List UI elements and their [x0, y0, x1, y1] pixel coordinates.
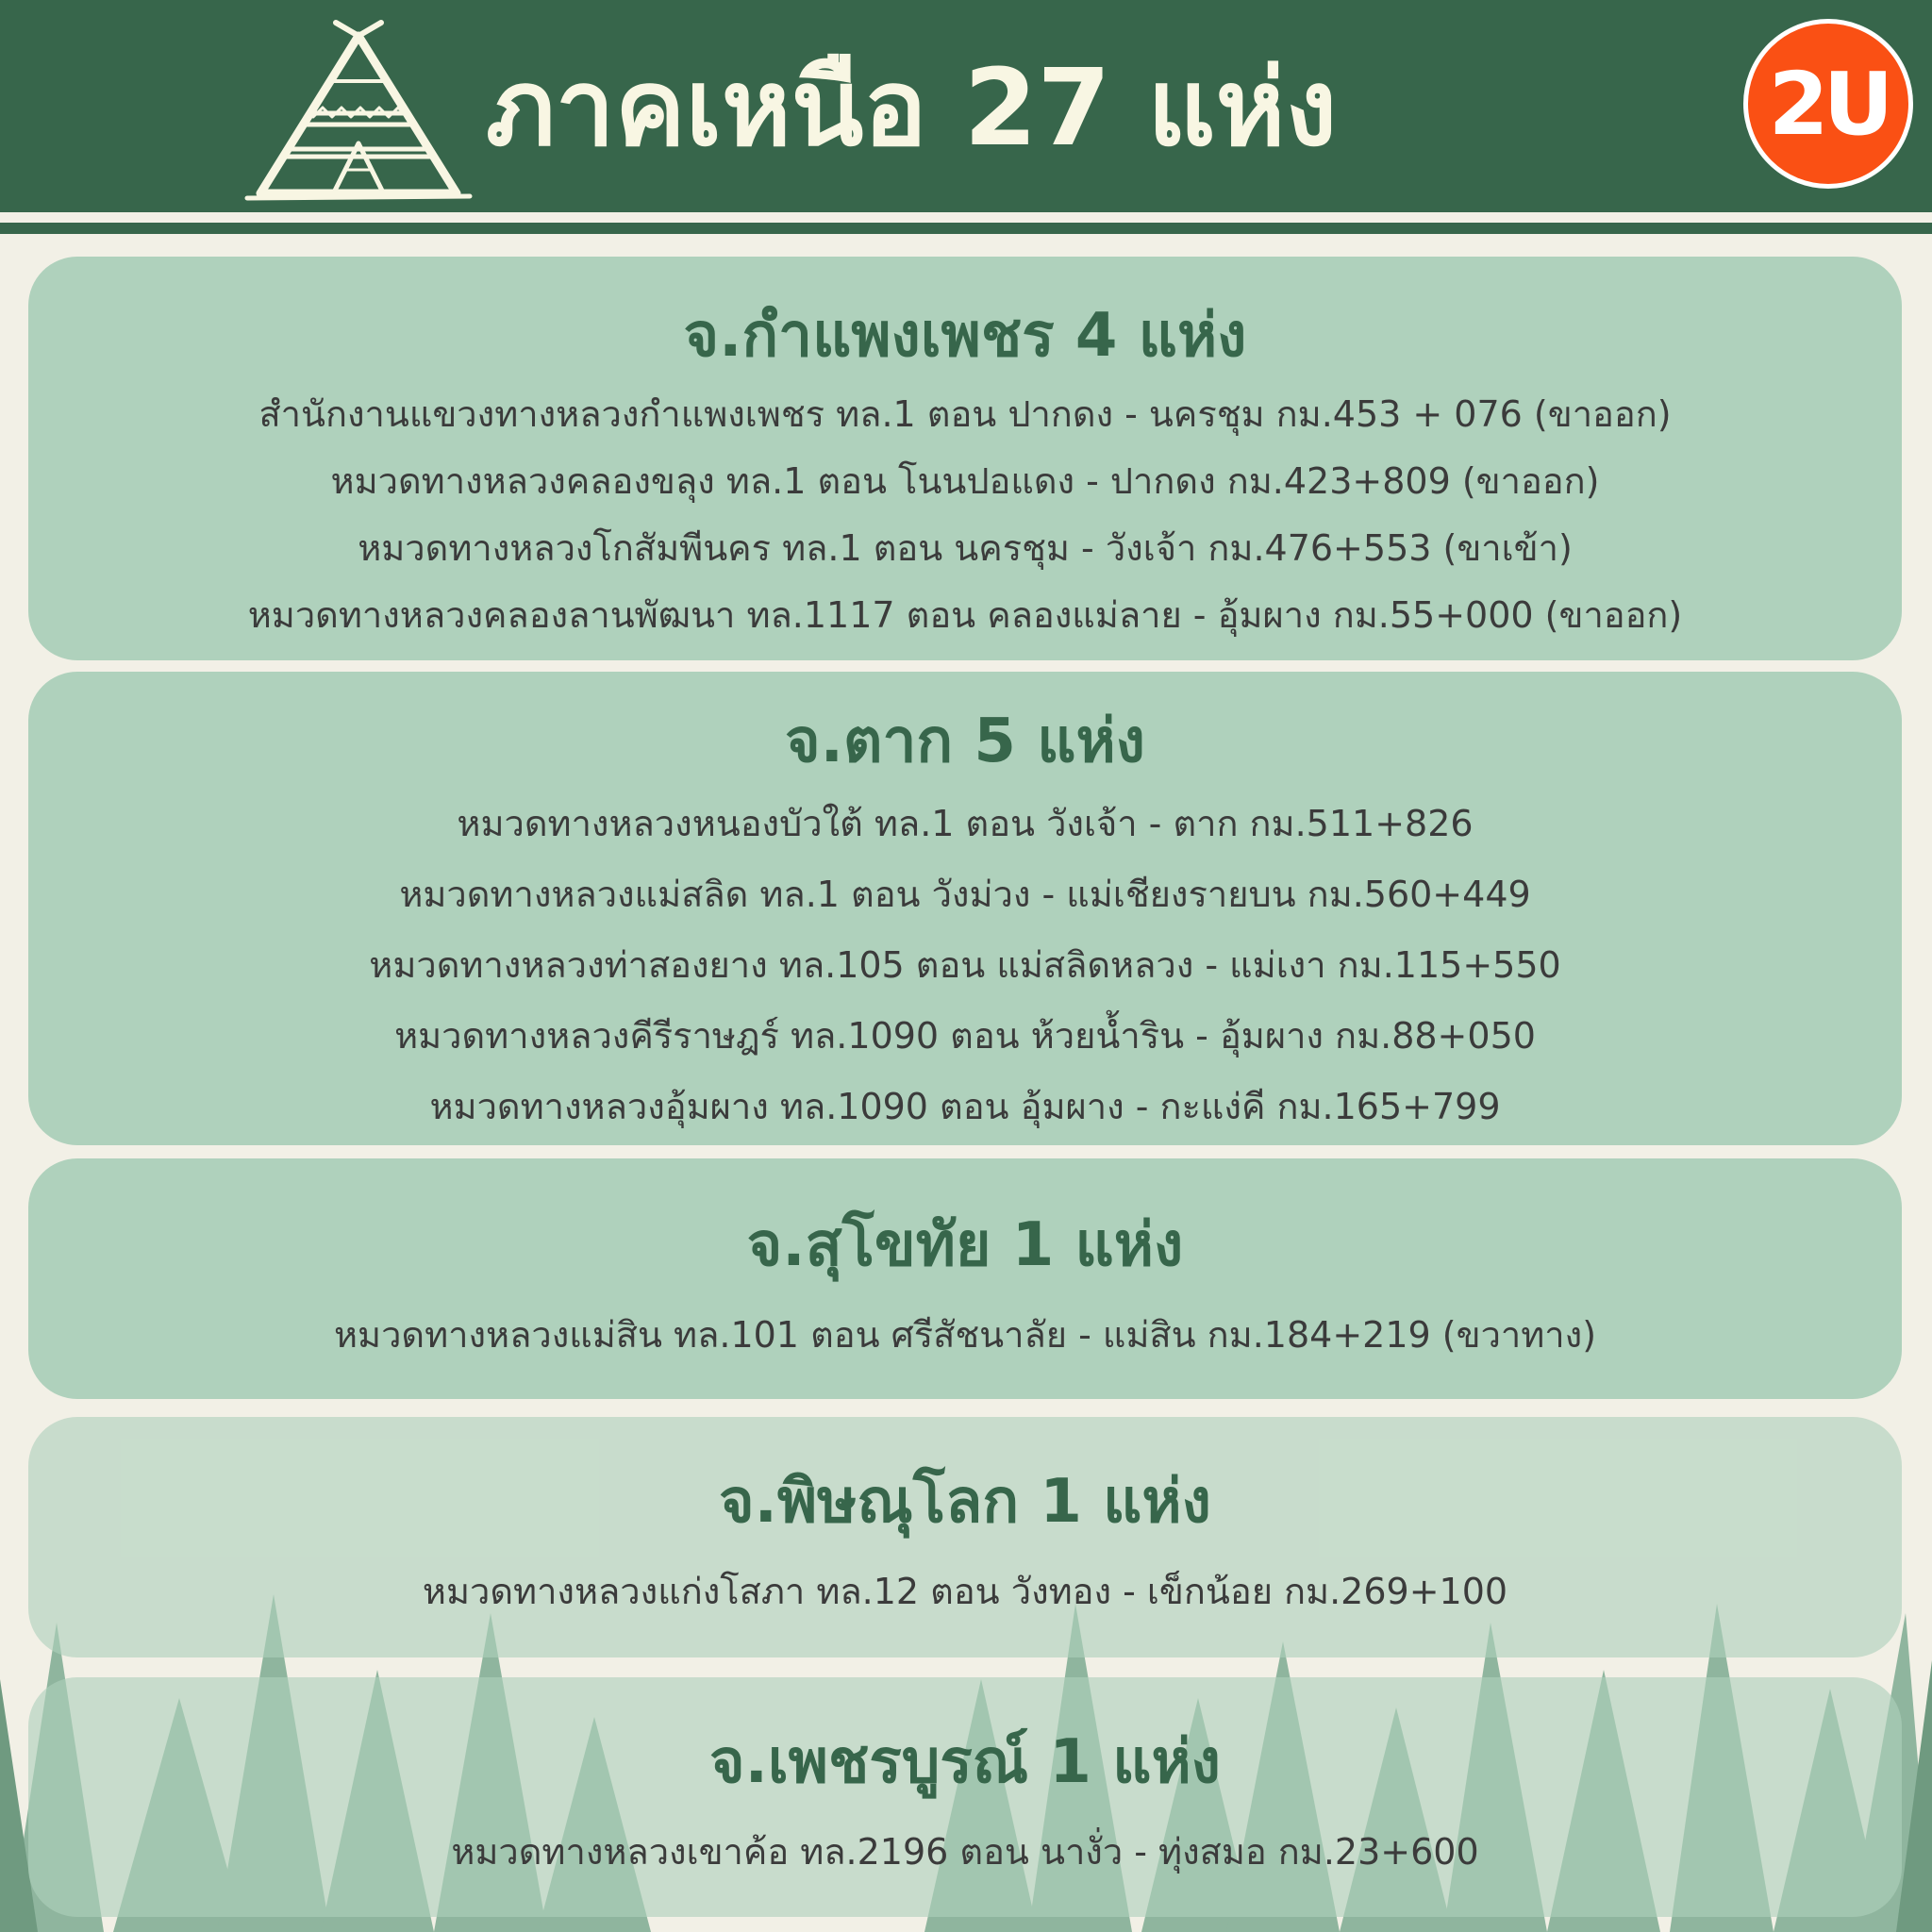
list-item: หมวดทางหลวงแก่งโสภา ทล.12 ตอน วังทอง - เข็กน้อย กม.269+100: [422, 1571, 1508, 1612]
list-item: หมวดทางหลวงเขาค้อ ทล.2196 ตอน นางั่ว - ทุ่งสมอ กม.23+600: [451, 1831, 1479, 1873]
section-title: จ.เพชรบูรณ์ 1 แห่ง: [709, 1727, 1221, 1797]
header-divider: [0, 223, 1932, 234]
list-item: หมวดทางหลวงคลองลานพัฒนา ทล.1117 ตอน คลองแม่ลาย - อุ้มผาง กม.55+000 (ขาออก): [247, 594, 1683, 636]
list-item: หมวดทางหลวงอุ้มผาง ทล.1090 ตอน อุ้มผาง - กะแง่คี กม.165+799: [429, 1086, 1501, 1127]
list-item: หมวดทางหลวงแม่สลิด ทล.1 ตอน วังม่วง - แม่เชียงรายบน กม.560+449: [399, 874, 1531, 915]
section-phitsanulok: [28, 1417, 1902, 1657]
section-kamphaeng-phet: [28, 257, 1902, 660]
section-tak: [28, 672, 1902, 1145]
list-item: หมวดทางหลวงท่าสองยาง ทล.105 ตอน แม่สลิดหลวง - แม่เงา กม.115+550: [369, 944, 1561, 986]
list-item: สำนักงานแขวงทางหลวงกำแพงเพชร ทล.1 ตอน ปากดง - นครชุม กม.453 + 076 (ขาออก): [258, 393, 1672, 435]
section-title: จ.สุโขทัย 1 แห่ง: [746, 1210, 1184, 1280]
section-title: จ.กำแพงเพชร 4 แห่ง: [683, 301, 1247, 371]
section-title: จ.ตาก 5 แห่ง: [785, 707, 1145, 776]
section-sukhothai: [28, 1158, 1902, 1399]
section-phetchabun: [28, 1677, 1902, 1917]
logo: 2U: [1743, 19, 1913, 189]
list-item: หมวดทางหลวงหนองบัวใต้ ทล.1 ตอน วังเจ้า - ตาก กม.511+826: [457, 803, 1474, 844]
tent-icon: [243, 19, 475, 203]
section-title: จ.พิษณุโลก 1 แห่ง: [719, 1467, 1211, 1537]
page-title: ภาคเหนือ 27 แห่ง: [486, 47, 1338, 170]
list-item: หมวดทางหลวงโกสัมพีนคร ทล.1 ตอน นครชุม - วังเจ้า กม.476+553 (ขาเข้า): [358, 527, 1573, 569]
list-item: หมวดทางหลวงแม่สิน ทล.101 ตอน ศรีสัชนาลัย - แม่สิน กม.184+219 (ขวาทาง): [333, 1314, 1597, 1356]
list-item: หมวดทางหลวงคลองขลุง ทล.1 ตอน โนนปอแดง - ปากดง กม.423+809 (ขาออก): [330, 460, 1600, 502]
list-item: หมวดทางหลวงคีรีราษฎร์ ทล.1090 ตอน ห้วยน้ำริน - อุ้มผาง กม.88+050: [394, 1015, 1536, 1057]
